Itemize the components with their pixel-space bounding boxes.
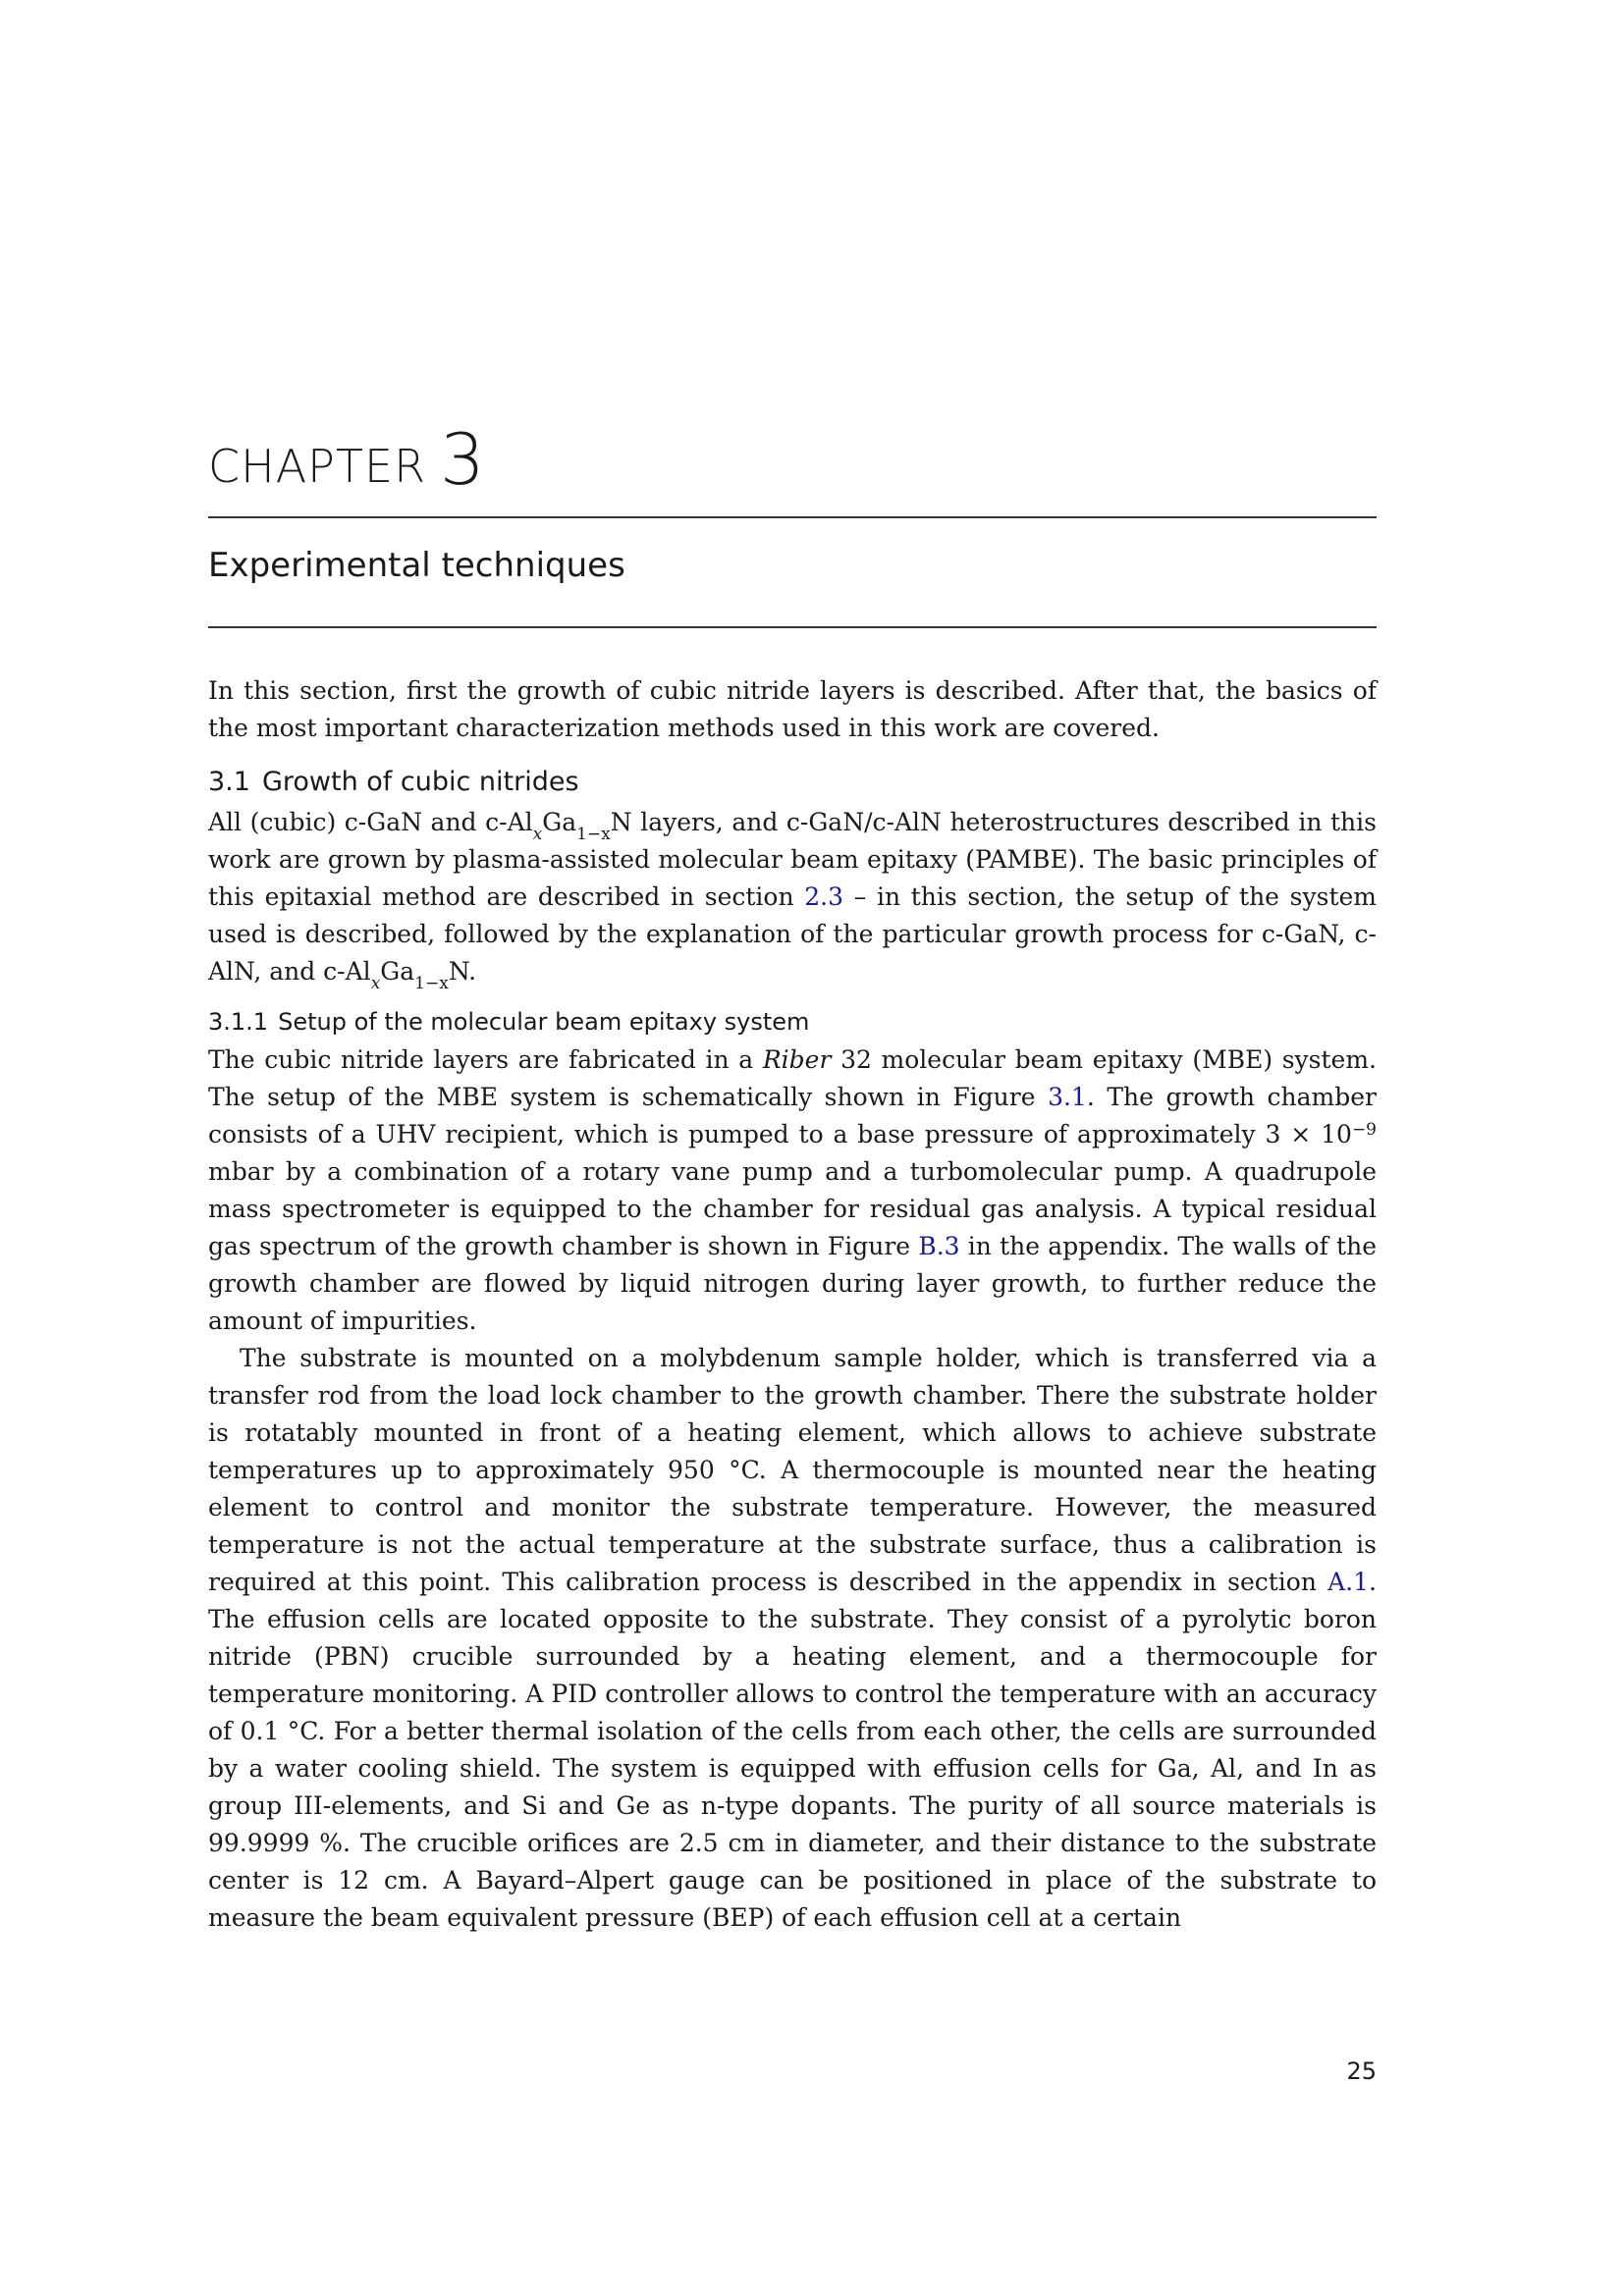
text-run: . The effusion cells are located opposite to the substrate. They consist of a pyrolytic boron nitride (PBN) crucible surrounded by a heating element, and a thermocouple for temperature monitoring. A PID controller allows to control the temperature with an accuracy of 0.1 °C. For a better thermal isolation of the cells from each other, the cells are surrounded by a water cooling shield. The system is equipped with effusion cells for Ga, Al, and In as group III-elements, and Si and Ge as n-type dopants. The purity of all source materials is 99.9999 %. The crucible orifices are 2.5 cm in diameter, and their distance to the substrate center is 12 cm. A Bayard–Alpert gauge can be positioned in place of the substrate to measure the beam equivalent pressure (BEP) of each effusion cell at a certain <box>208 1568 1377 1932</box>
figure-ref-b-3[interactable]: B.3 <box>918 1232 960 1260</box>
text-run: mbar by a combination of a rotary vane pump and a turbomolecular pump. A quadrupole mass spectrometer is equipped to the chamber for residual gas analysis. A typical residual gas spectrum of the growth chamber is shown in Figure <box>208 1157 1377 1260</box>
chapter-heading <box>208 418 486 501</box>
section-heading-3-1-1 <box>208 1002 1377 1041</box>
riber-italic: Riber <box>762 1045 832 1074</box>
text-run: Ga <box>542 808 577 836</box>
section-3-1-1-paragraph-2 <box>208 1340 1377 1937</box>
chapter-title: Experimental techniques <box>208 546 625 585</box>
text-run: 32 molecular beam epitaxy (MBE) system. The setup of the MBE system is schematically shown in Figure <box>208 1045 1377 1111</box>
text-run: The cubic nitride layers are fabricated in a <box>208 1045 763 1074</box>
subscript-x: x <box>370 973 381 993</box>
figure-ref-3-1[interactable]: 3.1 <box>1048 1083 1087 1111</box>
section-ref-2-3[interactable]: 2.3 <box>804 882 844 911</box>
text-run: Ga <box>380 957 415 986</box>
chapter-rule-top <box>208 516 1377 518</box>
text-run: N layers, and c-GaN/c-AlN heterostructures described in this work are grown by plasma-assisted molecular beam epitaxy (PAMBE). The basic principles of this epitaxial method are described in section <box>208 808 1377 911</box>
text-run: N. <box>448 957 477 986</box>
page <box>208 0 1377 2296</box>
text-run: The substrate is mounted on a molybdenum sample holder, which is transferred via a transfer rod from the load lock chamber to the growth chamber. There the substrate holder is rotatably mounted in front of a heating element, which allows to achieve substrate temperatures up to approximately 950 °C. A thermocouple is mounted near the heating element to control and monitor the substrate temperature. However, the measured temperature is not the actual temperature at the substrate surface, thus a calibration is required at this point. This calibration process is described in the appendix in section <box>208 1344 1377 1596</box>
section-number: 3.1 <box>208 767 250 797</box>
page-number: 25 <box>1346 2057 1377 2085</box>
intro-paragraph: In this section, first the growth of cubic nitride layers is described. After that, the basics of the most important characterization methods used in this work are covered. <box>208 676 1377 742</box>
subscript-1-minus-x: 1−x <box>414 973 449 993</box>
text-run: – in this section, the setup of the system used is described, followed by the explanation of the particular growth process for c-GaN, c-AlN, and c-Al <box>208 882 1377 986</box>
text-run: All (cubic) c-GaN and c-Al <box>208 808 533 836</box>
body-text <box>208 672 1377 1937</box>
section-3-1-1-paragraph-1 <box>208 1041 1377 1340</box>
chapter-rule-bottom <box>208 626 1377 628</box>
subsection-number: 3.1.1 <box>208 1008 269 1036</box>
subscript-x: x <box>532 824 543 844</box>
section-title: Growth of cubic nitrides <box>261 767 579 797</box>
text-run: in the appendix. The walls of the growth chamber are flowed by liquid nitrogen during layer growth, to further reduce the amount of impurities. <box>208 1232 1377 1335</box>
subscript-1-minus-x: 1−x <box>576 824 611 844</box>
section-3-1-paragraph <box>208 804 1377 993</box>
text-run: . The growth chamber consists of a UHV recipient, which is pumped to a base pressure of approximately 3 × 10 <box>208 1083 1377 1148</box>
section-ref-a-1[interactable]: A.1 <box>1327 1568 1370 1596</box>
chapter-number: 3 <box>440 418 486 501</box>
subsection-title: Setup of the molecular beam epitaxy system <box>278 1008 810 1036</box>
superscript-exponent: −9 <box>1351 1119 1377 1140</box>
section-heading-3-1 <box>208 761 1377 804</box>
chapter-label: CHAPTER <box>208 440 427 493</box>
